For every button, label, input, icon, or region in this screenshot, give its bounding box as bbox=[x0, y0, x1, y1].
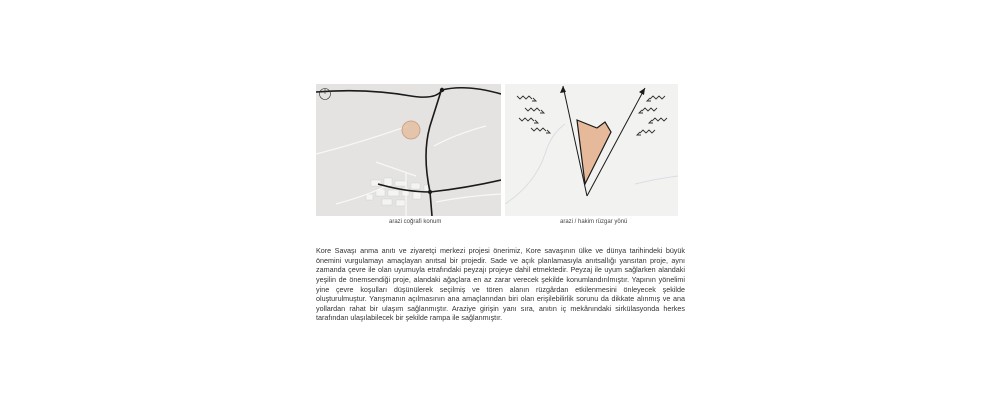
wind-map-graphic bbox=[505, 84, 678, 216]
site-marker bbox=[402, 121, 420, 139]
location-map-graphic bbox=[316, 84, 501, 216]
figure-caption-location: arazi coğrafi konum bbox=[389, 219, 442, 225]
site-location-map bbox=[316, 84, 501, 216]
project-description-paragraph: Kore Savaşı anma anıtı ve ziyaretçi merkezi projesi önerimiz, Kore savaşının ülke ve dünya tarihindeki büyük önemini vurgulamayı amaçlayan anıtsal bir projedir. Sade ve açık planlamasıyla anıtsallığı yansıtan proje, aynı zamanda çevre ile olan uyumuyla etrafındaki peyzajı projeye dahil etmektedir. Peyzaj ile uyum sağlarken alandaki yeşilin de önemsendiği proje, alandaki ağaçlara en az zarar verecek şekilde konumlandırılmıştır. Yapının yönelimi yine çevre koşulları düşünülerek seçilmiş ve tören alanın rüzgârdan etkilenmesini önleyecek şekilde oluşturulmuştur. Yarışmanın açılmasının ana amaçlarından biri olan erişilebilirlik sorunu da dikkate alınmış ve ana yollardan rahat bir ulaşım sağlanmıştır. Araziye girişin yanı sıra, anıtın iç mekânındaki sirkülasyonda herkes tarafından ulaşılabilecek bir şekilde rampa ile sağlanmıştır. bbox=[316, 246, 685, 323]
figure-caption-wind: arazi / hakim rüzgar yönü bbox=[560, 219, 628, 225]
wind-direction-map bbox=[505, 84, 678, 216]
